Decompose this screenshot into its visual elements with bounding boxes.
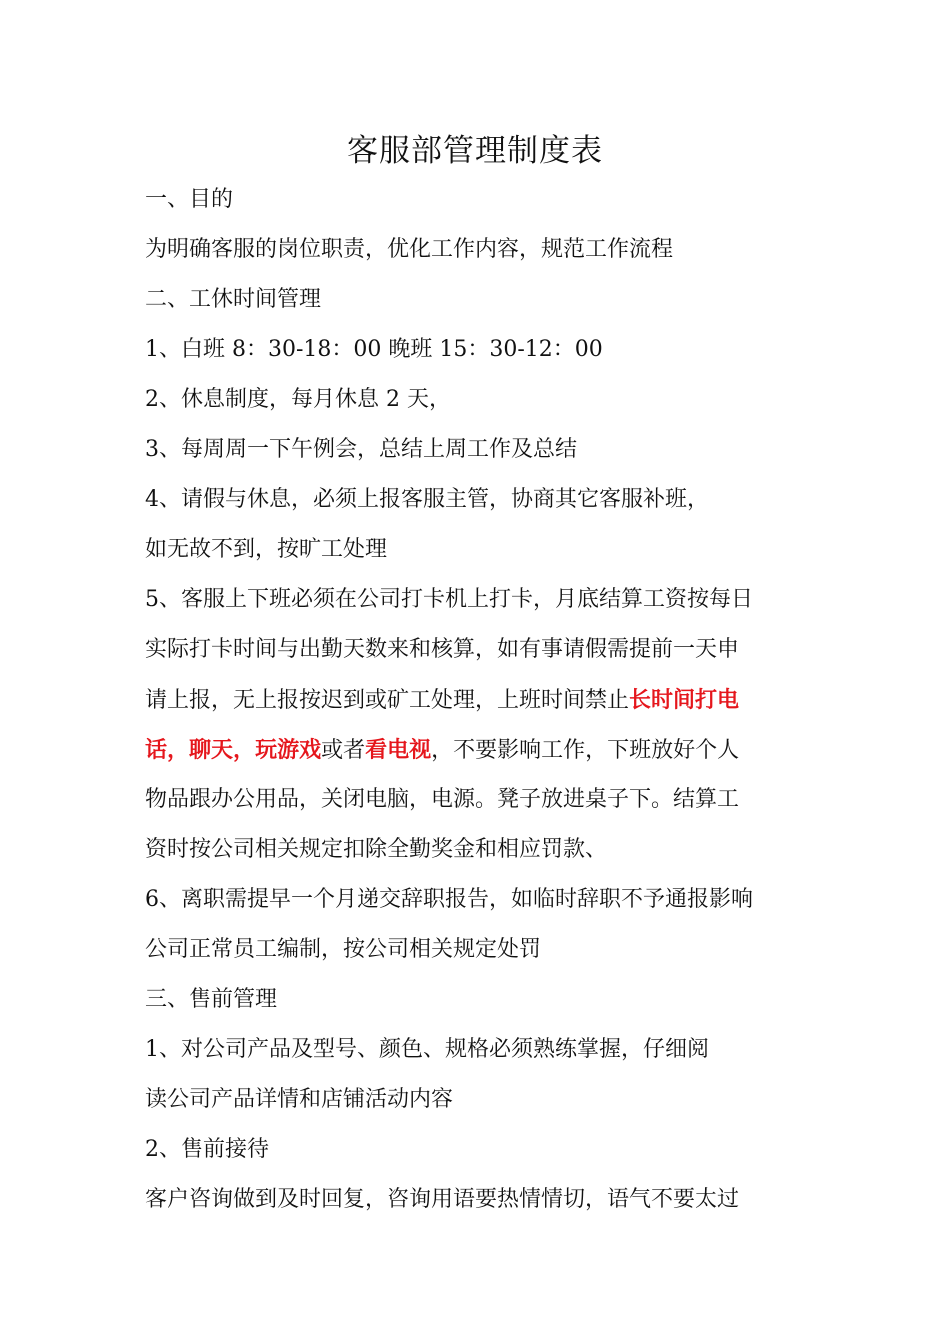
highlighted-prohibition: 看电视 xyxy=(365,737,432,763)
list-item-attendance-policy: 5、客服上下班必须在公司打卡机上打卡，月底结算工资按每日 xyxy=(145,587,753,612)
highlighted-separator: ， xyxy=(167,737,190,763)
paragraph-line: 公司正常员工编制，按公司相关规定处罚 xyxy=(145,937,542,962)
paragraph-line: 物品跟办公用品，关闭电脑，电源。凳子放进桌子下。结算工 xyxy=(145,787,740,812)
list-item-weekly-meeting: 3、每周周一下午例会，总结上周工作及总结 xyxy=(145,437,577,462)
section-heading-purpose: 一、目的 xyxy=(145,187,234,212)
highlighted-prohibition: 玩游戏 xyxy=(255,737,322,763)
list-item-leave-policy: 4、请假与休息，必须上报客服主管，协商其它客服补班， xyxy=(145,487,709,512)
paragraph-line: 客户咨询做到及时回复，咨询用语要热情情切，语气不要太过 xyxy=(145,1187,740,1212)
document-body xyxy=(145,175,810,1225)
paragraph-line: 读公司产品详情和店铺活动内容 xyxy=(145,1087,454,1112)
list-item-product-knowledge: 1、对公司产品及型号、颜色、规格必须熟练掌握，仔细阅 xyxy=(145,1037,709,1062)
list-item-resignation-policy: 6、离职需提早一个月递交辞职报告，如临时辞职不予通报影响 xyxy=(145,887,753,912)
paragraph-line: 为明确客服的岗位职责，优化工作内容，规范工作流程 xyxy=(145,237,674,262)
section-heading-presales: 三、售前管理 xyxy=(145,987,278,1012)
paragraph-line xyxy=(145,725,810,775)
list-item-shift-times: 1、白班 8：30-18：00 晚班 15：30-12：00 xyxy=(145,337,603,362)
text-run: ，不要影响工作，下班放好个人 xyxy=(431,738,740,763)
paragraph-line: 实际打卡时间与出勤天数来和核算，如有事请假需提前一天申 xyxy=(145,637,740,662)
highlighted-prohibition: 话 xyxy=(145,737,168,763)
paragraph-line xyxy=(145,675,810,725)
highlighted-separator: ， xyxy=(233,737,256,763)
section-heading-work-hours: 二、工休时间管理 xyxy=(145,287,322,312)
list-item-presales-reception: 2、售前接待 xyxy=(145,1137,269,1162)
text-run: 或者 xyxy=(321,738,366,763)
highlighted-prohibition: 长时间打电 xyxy=(629,687,740,713)
paragraph-line: 如无故不到，按旷工处理 xyxy=(145,537,388,562)
text-run: 请上报，无上报按迟到或矿工处理，上班时间禁止 xyxy=(145,688,630,713)
highlighted-prohibition: 聊天 xyxy=(189,737,234,763)
list-item-rest-policy: 2、休息制度，每月休息 2 天， xyxy=(145,387,451,412)
document-title: 客服部管理制度表 xyxy=(347,133,603,169)
paragraph-line: 资时按公司相关规定扣除全勤奖金和相应罚款、 xyxy=(145,837,608,862)
